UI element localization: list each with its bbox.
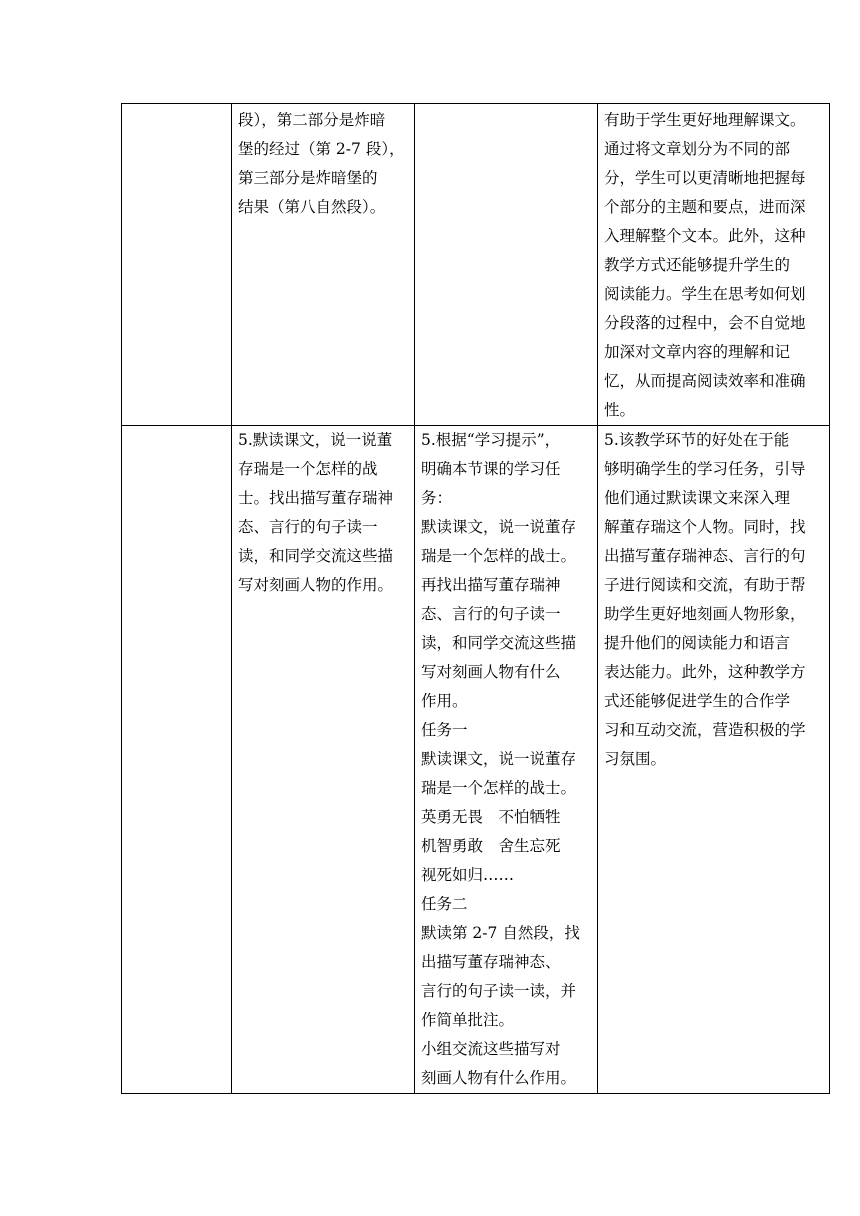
text-line: 刻画人物有什么作用。 — [421, 1069, 577, 1087]
text-line: 性。 — [604, 401, 636, 419]
text-line: 加深对文章内容的理解和记 — [604, 343, 791, 361]
text-line: 堡的经过（第 2-7 段）， — [238, 140, 405, 158]
text-line: 5.默读课文，说一说董 — [238, 431, 393, 449]
task-heading: 任务二 — [421, 895, 468, 913]
task-heading: 任务一 — [421, 721, 468, 739]
text-line: 助学生更好地刻画人物形象， — [604, 605, 806, 623]
row1-col2-cell — [415, 104, 598, 426]
text-line: 机智勇敢 舍生忘死 — [421, 837, 561, 855]
lesson-plan-table — [121, 103, 830, 1094]
text-line: 瑞是一个怎样的战士。 — [421, 779, 577, 797]
text-line: 忆，从而提高阅读效率和准确 — [604, 372, 806, 390]
text-line: 读，和同学交流这些描 — [238, 547, 394, 565]
text-line: 读，和同学交流这些描 — [421, 634, 577, 652]
text-line: 写对刻画人物的作用。 — [238, 576, 394, 594]
text-line: 小组交流这些描写对 — [421, 1040, 561, 1058]
text-line: 习和互动交流，营造积极的学 — [604, 721, 806, 739]
text-line: 瑞是一个怎样的战士。 — [421, 547, 577, 565]
text-line: 写对刻画人物有什么 — [421, 663, 561, 681]
text-line: 态、言行的句子读一 — [421, 605, 561, 623]
text-line: 视死如归…… — [421, 866, 515, 884]
text-line: 态、言行的句子读一 — [238, 518, 378, 536]
row1-col3-cell — [598, 104, 830, 426]
text-line: 存瑞是一个怎样的战 — [238, 460, 378, 478]
text-line: 解董存瑞这个人物。同时，找 — [604, 518, 806, 536]
row2-col1-cell — [232, 426, 415, 1094]
text-line: 他们通过默读课文来深入理 — [604, 489, 791, 507]
text-line: 教学方式还能够提升学生的 — [604, 256, 791, 274]
text-line: 作简单批注。 — [421, 1011, 515, 1029]
text-line: 式还能够促进学生的合作学 — [604, 692, 791, 710]
table-row-2 — [122, 426, 830, 1094]
text-line: 段），第二部分是炸暗 — [238, 111, 386, 129]
text-line: 够明确学生的学习任务，引导 — [604, 460, 806, 478]
text-line: 阅读能力。学生在思考如何划 — [604, 285, 806, 303]
text-line: 第三部分是炸暗堡的 — [238, 169, 378, 187]
text-line: 有助于学生更好地理解课文。 — [604, 111, 806, 129]
text-line: 默读课文，说一说董存 — [421, 518, 577, 536]
row2-col0-cell — [122, 426, 232, 1094]
text-line: 表达能力。此外，这种教学方 — [604, 663, 806, 681]
text-line: 习氛围。 — [604, 750, 667, 768]
text-line: 言行的句子读一读，并 — [421, 982, 577, 1000]
text-line: 5.根据“学习提示”， — [421, 431, 561, 449]
row2-col3-cell — [598, 426, 830, 1094]
text-line: 默读课文，说一说董存 — [421, 750, 577, 768]
text-line: 英勇无畏 不怕牺牲 — [421, 808, 561, 826]
table — [121, 103, 830, 1094]
text-line: 分，学生可以更清晰地把握每 — [604, 169, 806, 187]
text-line: 出描写董存瑞神态、 — [421, 953, 561, 971]
row1-col1-cell — [232, 104, 415, 426]
row2-col2-cell — [415, 426, 598, 1094]
text-line: 作用。 — [421, 692, 468, 710]
text-line: 入理解整个文本。此外，这种 — [604, 227, 806, 245]
text-line: 明确本节课的学习任 — [421, 460, 561, 478]
row1-col0-cell — [122, 104, 232, 426]
table-row-1 — [122, 104, 830, 426]
text-line: 提升他们的阅读能力和语言 — [604, 634, 791, 652]
text-line: 子进行阅读和交流，有助于帮 — [604, 576, 806, 594]
text-line: 出描写董存瑞神态、言行的句 — [604, 547, 806, 565]
text-line: 务： — [421, 489, 453, 507]
text-line: 士。找出描写董存瑞神 — [238, 489, 394, 507]
text-line: 通过将文章划分为不同的部 — [604, 140, 791, 158]
text-line: 结果（第八自然段）。 — [238, 198, 386, 216]
text-line: 分段落的过程中，会不自觉地 — [604, 314, 806, 332]
text-line: 默读第 2-7 自然段，找 — [421, 924, 580, 942]
text-line: 个部分的主题和要点，进而深 — [604, 198, 806, 216]
text-line: 再找出描写董存瑞神 — [421, 576, 561, 594]
text-line: 5.该教学环节的好处在于能 — [604, 431, 790, 449]
